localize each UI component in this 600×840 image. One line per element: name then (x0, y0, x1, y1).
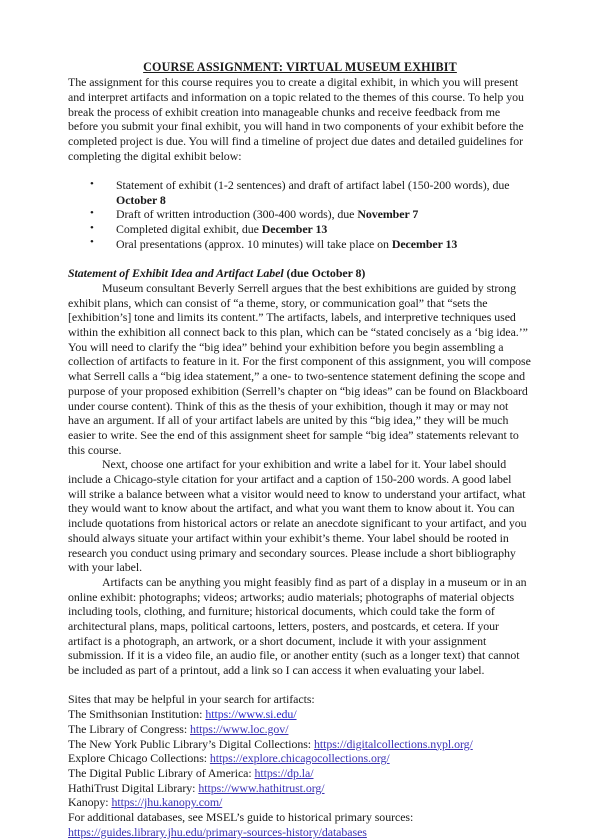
additional-databases-link-row (68, 825, 532, 840)
list-item (68, 766, 532, 781)
additional-databases-line: For additional databases, see MSEL’s guide to historical primary sources: (68, 810, 414, 825)
bullet-icon: • (90, 236, 94, 249)
resource-label: The Smithsonian Institution: (68, 707, 206, 722)
list-item (68, 737, 532, 752)
section-heading (68, 266, 532, 281)
section-paragraph-1: Museum consultant Beverly Serrell argues that the best exhibitions are guided by strong exhibit plans, which can consist of “a theme, story, or communication goal” that “sets the [exhibition’s] tone and limits its content.” The artifacts, labels, and interpretive techniques used within the exhibition all connect back to this plan, which can be “stated concisely as a ‘big idea.’” You will need to clarify the “big idea” behind your exhibition before you begin assembling a collection of artifacts to feature in it. For the first component of this assignment, you will compose what Serrell calls a “big idea statement,” a one- to two-sentence statement defining the scope and purpose of your proposed exhibition (Serrell’s chapter on “big ideas” can be found on Blackboard under course content). Think of this as the thesis of your exhibition, though it may or may not have an argument. If all of your artifact labels are united by this “big idea,” they will be much easier to write. See the end of this assignment sheet for sample “big idea” statements relevant to this course. (68, 280, 531, 457)
resource-label: HathiTrust Digital Library: (68, 780, 199, 795)
list-item-date: December 13 (391, 236, 458, 251)
list-item (68, 781, 532, 796)
spacer (68, 678, 532, 693)
list-item (68, 722, 532, 737)
bullet-icon: • (90, 221, 94, 234)
bullet-icon: • (90, 177, 94, 190)
section-heading-title: Statement of Exhibit Idea and Artifact Label (68, 266, 284, 281)
resource-link[interactable]: https://digitalcollections.nypl.org/ (313, 736, 473, 751)
resource-label: Kanopy: (68, 795, 112, 810)
section-paragraph-2: Next, choose one artifact for your exhibition and write a label for it. Your label should include a Chicago-style citation for your artifact and a caption of 150-200 words. A good label will strike a balance between what a visitor would need to know to understand your artifact, what they would want to know about the artifact, and what you want them to know about it. You can include quotations from historical actors or relate an anecdote significant to your artifact, and you should always situate your artifact within your exhibit’s theme. Your label should be rooted in research you conduct using primary and secondary sources. Please include a short bibliography with your label. (68, 457, 527, 575)
page-title (68, 60, 532, 74)
section-heading-due: (due October 8) (283, 266, 366, 281)
list-item (68, 795, 532, 810)
resource-label: Explore Chicago Collections: (68, 751, 210, 766)
list-item-text: Draft of written introduction (300-400 words), due (116, 207, 358, 222)
intro-paragraph: The assignment for this course requires you to create a digital exhibit, in which you will present and interpret artifacts and information on a topic related to the themes of this course. To help you break the process of exhibit creation into manageable chunks and receive feedback from me before you submit your final exhibit, you will hand in two components of your exhibit before the completed project is due. You will find a timeline of project due dates and detailed guidelines for completing the digital exhibit below: (68, 75, 524, 163)
page-title-text: COURSE ASSIGNMENT: VIRTUAL MUSEUM EXHIBIT (143, 60, 457, 74)
due-dates-list (68, 178, 532, 252)
spacer (68, 163, 532, 178)
resource-link[interactable]: https://explore.chicagocollections.org/ (209, 751, 390, 766)
resource-link[interactable]: https://jhu.kanopy.com/ (111, 795, 223, 810)
list-item (68, 707, 532, 722)
additional-databases-link[interactable]: https://guides.library.jhu.edu/primary-sources-history/databases (68, 824, 367, 839)
list-item (68, 222, 532, 237)
resource-link[interactable]: https://www.hathitrust.org/ (198, 780, 325, 795)
resource-link[interactable]: https://dp.la/ (254, 765, 314, 780)
resource-label: The Library of Congress: (68, 721, 190, 736)
list-item (68, 178, 532, 207)
resource-link[interactable]: https://www.si.edu/ (205, 707, 297, 722)
list-item-date: October 8 (116, 192, 166, 207)
list-item (68, 237, 532, 252)
list-item (68, 751, 532, 766)
list-item (68, 207, 532, 222)
resource-label: The New York Public Library’s Digital Collections: (68, 736, 314, 751)
list-item-text: Completed digital exhibit, due (116, 222, 262, 237)
list-item-text: Oral presentations (approx. 10 minutes) will take place on (116, 236, 392, 251)
resources-intro: Sites that may be helpful in your search for artifacts: (68, 692, 315, 707)
section-paragraph-3: Artifacts can be anything you might feasibly find as part of a display in a museum or in an online exhibit: photographs; videos; artworks; audio materials; photographs of material objects including tools, clothing, and furniture; historical documents, which could take the form of architectural plans, maps, political cartoons, letters, posters, and postcards, et cetera. If your artifact is a photograph, an artwork, or a short document, include it with your assignment submission. If it is a video file, an audio file, or another entity (such as a longer text) that cannot be included as part of a printout, add a link so I can access it when evaluating your label. (68, 574, 527, 678)
resource-links-list (68, 707, 532, 810)
spacer (68, 252, 532, 267)
resource-label: The Digital Public Library of America: (68, 765, 255, 780)
list-item-date: November 7 (357, 207, 419, 222)
list-item-date: December 13 (261, 222, 328, 237)
list-item-text: Statement of exhibit (1-2 sentences) and draft of artifact label (150-200 words), due (116, 178, 510, 193)
resource-link[interactable]: https://www.loc.gov/ (190, 721, 289, 736)
bullet-icon: • (90, 206, 94, 219)
